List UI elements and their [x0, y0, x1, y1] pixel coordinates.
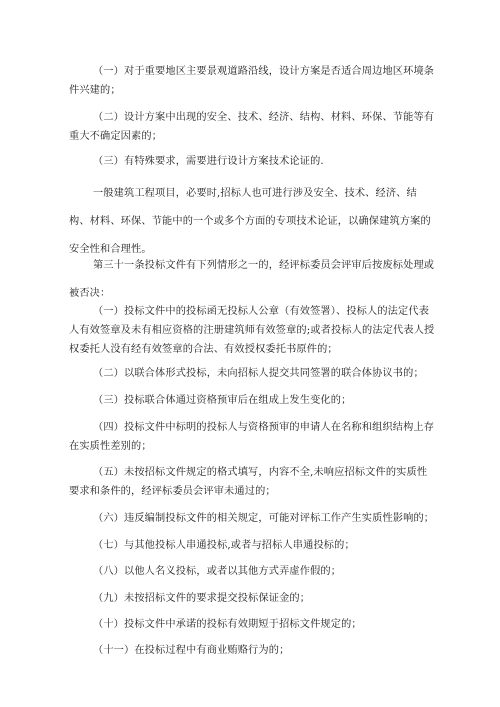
paragraph-item-9: （九）未按招标文件的要求提交投标保证金的；	[93, 593, 311, 604]
paragraph-general-projects: 一般建筑工程项目，必要时,招标人也可进行涉及安全、技术、经济、结构、材料、环保、节能中的一个或多个方面的专项技术论证，以确保建筑方案的安全性和合理性。	[69, 188, 431, 255]
paragraph-clause-3: （三）有特殊要求，需要进行设计方案技术论证的.	[93, 156, 324, 167]
paragraph-item-1: （一）投标文件中的投标函无投标人公章（有效签署）、投标人的法定代表人有效签章及未有相应资格的注册建筑师有效签章的;或者投标人的法定代表人授权委托人没有经有效签章的合法、有效授权委托书原件的；	[69, 306, 435, 355]
paragraph-item-5: （五）未按招标文件规定的格式填写，内容不全,未响应招标文件的实质性要求和条件的，经评标委员会评审未通过的；	[69, 467, 428, 497]
paragraph-item-6: （六）违反编制投标文件的相关规定，可能对评标工作产生实质性影响的；	[93, 513, 435, 524]
paragraph-item-11: （十一）在投标过程中有商业贿赂行为的；	[93, 645, 290, 656]
paragraph-article-31: 第三十一条投标文件有下列情形之一的，经评标委员会评审后按废标处理或被否决：	[69, 260, 435, 299]
paragraph-item-10: （十）投标文件中承诺的投标有效期短于招标文件规定的；	[93, 619, 362, 630]
paragraph-item-4: （四）投标文件中标明的投标人与资格预审的申请人在名称和组织结构上存在实质性差别的；	[69, 422, 435, 452]
paragraph-item-8: （八）以他人名义投标，或者以其他方式弄虚作假的；	[93, 566, 342, 577]
paragraph-item-3: （三）投标联合体通过资格预审后在组成上发生变化的；	[93, 395, 352, 406]
paragraph-item-7: （七）与其他投标人串通投标,或者与招标人串通投标的；	[93, 540, 355, 551]
paragraph-clause-2: （二）设计方案中出现的安全、技术、经济、结构、材料、环保、节能等有重大不确定因素的；	[69, 112, 435, 142]
paragraph-item-2: （二）以联合体形式投标，未向招标人提交共同签署的联合体协议书的；	[93, 368, 424, 379]
paragraph-clause-1: （一）对于重要地区主要景观道路沿线，设计方案是否适合周边地区环境条件兴建的；	[69, 66, 435, 96]
